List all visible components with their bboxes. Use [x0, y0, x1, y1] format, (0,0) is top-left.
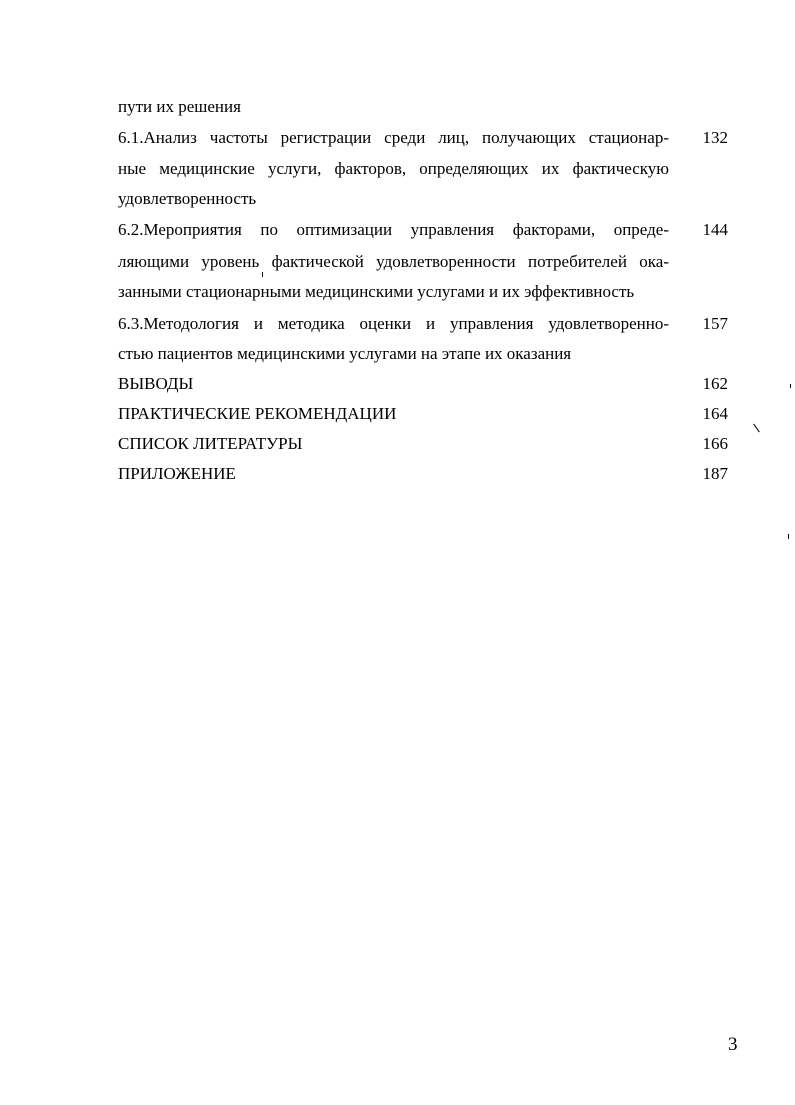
toc-entry-6-1-line-2: ные медицинские услуги, факторов, определяющих их фактическую: [118, 159, 669, 178]
toc-entry-6-1-page: 132: [702, 128, 728, 147]
toc-continuation: пути их решения: [118, 97, 241, 116]
toc-entry-recommendations: ПРАКТИЧЕСКИЕ РЕКОМЕНДАЦИИ: [118, 404, 397, 423]
toc-entry-6-1-line-3: удовлетворенность: [118, 189, 257, 208]
toc-entry-6-2-page: 144: [702, 220, 728, 239]
toc-entry-recommendations-page: 164: [702, 404, 728, 423]
scan-speck: [262, 272, 263, 277]
toc-entry-appendix-page: 187: [702, 464, 728, 483]
toc-entry-appendix: ПРИЛОЖЕНИЕ: [118, 464, 236, 483]
toc-entry-6-2-line-1: 6.2.Мероприятия по оптимизации управления факторами, опреде-: [118, 220, 669, 239]
toc-entry-6-2-line-2: ляющими уровень фактической удовлетворенности потребителей ока-: [118, 252, 669, 271]
toc-entry-conclusions-page: 162: [702, 374, 728, 393]
toc-entry-6-1-line-1: 6.1.Анализ частоты регистрации среди лиц, получающих стационар-: [118, 128, 669, 147]
toc-entry-6-3-page: 157: [702, 314, 728, 333]
toc-entry-conclusions: ВЫВОДЫ: [118, 374, 194, 393]
toc-entry-bibliography-page: 166: [702, 434, 728, 453]
toc-entry-6-2-line-3: занными стационарными медицинскими услугами и их эффективность: [118, 282, 635, 301]
toc-entry-bibliography: СПИСОК ЛИТЕРАТУРЫ: [118, 434, 303, 453]
toc-entry-6-3-line-2: стью пациентов медицинскими услугами на этапе их оказания: [118, 344, 572, 363]
scan-speck: [753, 424, 760, 433]
toc-entry-6-3-line-1: 6.3.Методология и методика оценки и управления удовлетворенно-: [118, 314, 669, 333]
page-number: 3: [728, 1034, 738, 1055]
scan-speck: [788, 534, 789, 539]
scan-speck: [790, 384, 791, 388]
